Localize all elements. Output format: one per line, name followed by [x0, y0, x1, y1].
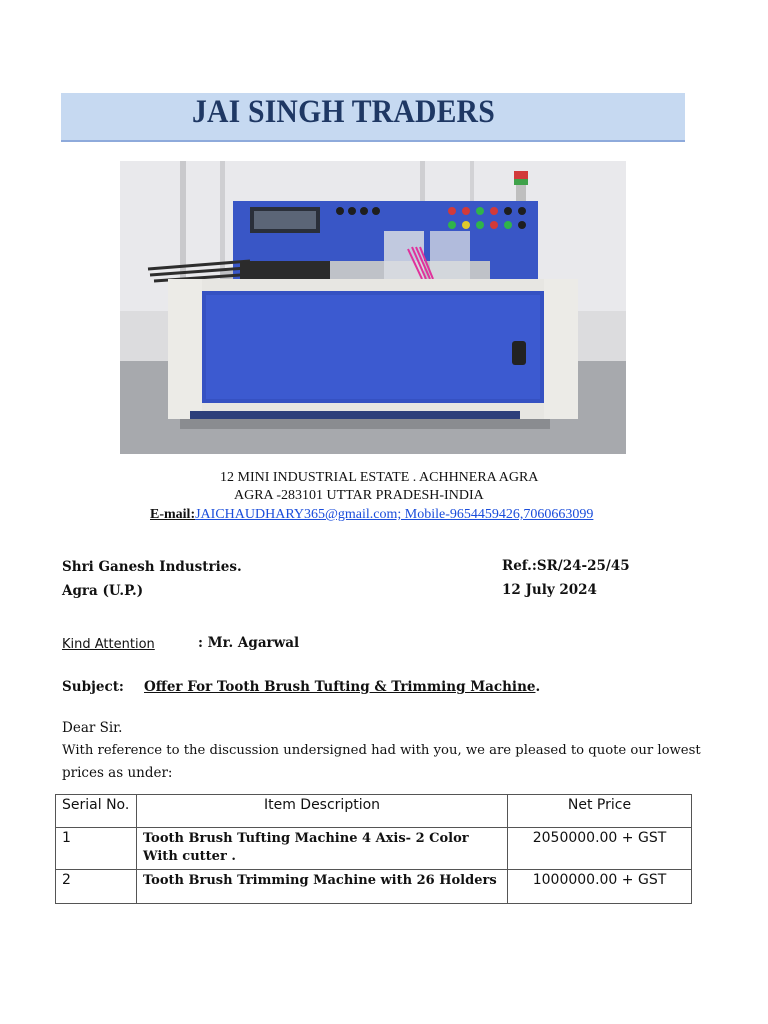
- row-description: Tooth Brush Tufting Machine 4 Axis- 2 Color With cutter .: [137, 828, 508, 870]
- table-header-row: [56, 795, 692, 828]
- subject-suffix: .: [535, 679, 541, 695]
- address-line-1: 12 MINI INDUSTRIAL ESTATE . ACHHNERA AGRA: [220, 470, 539, 485]
- row-serial: 1: [56, 828, 137, 870]
- subject-value: Offer For Tooth Brush Tufting & Trimming Machine: [144, 679, 536, 695]
- company-name: JAI SINGH TRADERS: [192, 94, 495, 130]
- address-line-2: AGRA -283101 UTTAR PRADESH-INDIA: [234, 488, 484, 503]
- body-line-2: prices as under:: [62, 765, 173, 781]
- header-description: Item Description: [137, 795, 508, 828]
- salutation: Dear Sir.: [62, 720, 123, 736]
- recipient-city: Agra (U.P.): [62, 583, 144, 599]
- reference-number: Ref.:SR/24-25/45: [502, 558, 630, 574]
- price-table: [55, 794, 692, 904]
- email-label: E-mail:: [150, 507, 196, 522]
- contact-line: [150, 506, 593, 524]
- subject-label: Subject:: [62, 679, 124, 695]
- recipient-name: Shri Ganesh Industries.: [62, 559, 242, 575]
- letter-date: 12 July 2024: [502, 582, 597, 598]
- table-row: [56, 828, 692, 870]
- body-line-1: With reference to the discussion undersigned had with you, we are pleased to quote our lowest: [62, 743, 701, 758]
- product-photo: [120, 161, 626, 454]
- email-link[interactable]: JAICHAUDHARY365@gmail.com; Mobile-9654459426,7060663099: [195, 507, 594, 522]
- header-serial: Serial No.: [56, 795, 137, 828]
- header-price: Net Price: [508, 795, 692, 828]
- attention-value: : Mr. Agarwal: [198, 635, 300, 651]
- row-price: 1000000.00 + GST: [508, 870, 692, 904]
- subject-line: [144, 678, 540, 696]
- attention-label: Kind Attention: [62, 637, 155, 652]
- row-serial: 2: [56, 870, 137, 904]
- row-price: 2050000.00 + GST: [508, 828, 692, 870]
- row-description: Tooth Brush Trimming Machine with 26 Holders: [137, 870, 508, 904]
- table-row: [56, 870, 692, 904]
